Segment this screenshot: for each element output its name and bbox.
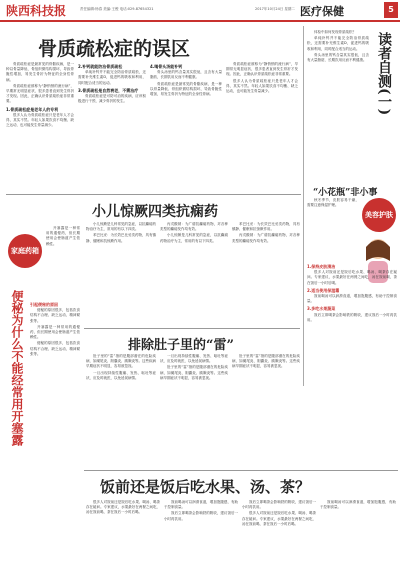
- article4-paragraph: 一旦出现持续性腹痛、发热、呕吐等症状，应及时就医，以免延误病情。: [160, 354, 228, 364]
- article3-col: [30, 300, 80, 580]
- article4-paragraph: 肚子里的“雷”指的是腹部潜在的危险疾病，如阑尾炎、胆囊炎、胰腺炎等。这些疾病早期症状不明显，容易被忽视。: [86, 354, 156, 369]
- issue-date: 2017年10月24日 星期二: [255, 7, 295, 11]
- newspaper-logo: 陕西科技报: [6, 4, 67, 18]
- skincare-paragraph: 饭前喝汤可以润滑食道，增加饱腹感，有助于控制食量。: [307, 294, 397, 304]
- article1-col4: [226, 62, 298, 190]
- article5-col4: [320, 500, 396, 582]
- article1-subhead: 2.补钙就能防治骨质疏松: [78, 64, 123, 69]
- article1-title: 骨质疏松症的误区: [38, 38, 191, 60]
- family-medicine-badge: 家庭药箱: [8, 234, 42, 268]
- article5-paragraph: 饭前喝汤可以润滑食道，增加饱腹感，有助于控制食量。: [320, 500, 396, 510]
- selftest-paragraph: 骨头汤里的钙含量其实很低，且含有大量脂肪，长期饮用反而不利健康。: [307, 52, 369, 63]
- article2-paragraph: 苯巴比妥：为长效巴比妥类药物，具有镇静、催眠和抗惊厥作用。: [232, 222, 300, 232]
- article5-col1: [86, 500, 160, 582]
- section-divider: [84, 328, 300, 329]
- article1-paragraph: 骨质疏松症是可防可治的疾病，应该积极进行干预，减少骨折的发生。: [78, 94, 146, 104]
- article2-col2: [160, 222, 228, 322]
- article5-paragraph: 饭后立即喝茶会影响铁的吸收，建议饭后一小时再饮用。: [242, 500, 316, 510]
- article5-paragraph: 很多人对饭前还是饭后吃水果、喝汤、喝茶存在疑问。专家建议，水果最好在两餐之间吃，汤在饭前喝，茶在饭后一小时后喝。: [242, 511, 316, 526]
- article1-subhead: 3.骨质疏松是自然衰老，不需治疗: [78, 87, 139, 93]
- article3-paragraph: 开塞露是一种常用的通便药，但长期使用会使肠道产生依赖性。: [30, 324, 80, 340]
- article2-side: [46, 226, 80, 296]
- article1-subhead: 4.喝骨头汤能补钙: [150, 64, 183, 69]
- skincare-bullet: 3.多吃水果蔬菜: [307, 306, 336, 312]
- article1-paragraph: 骨头汤里的钙含量其实很低，且含有大量脂肪，长期饮用反而不利健康。: [150, 70, 222, 80]
- section-divider: [6, 194, 301, 195]
- small-bottle-paragraph: 秋冬季节，皮肤容易干燥，需要注意保湿护理。: [307, 198, 359, 208]
- article1-col2: [78, 62, 146, 190]
- article4-col1: [86, 354, 156, 466]
- page-number: 5: [384, 2, 398, 18]
- article1-paragraph: 骨质疏松症被称为“静悄悄的流行病”，早期常无明显症状，很多患者直到发生骨折才发现。因此，正确认识骨质疏松症非常重要。: [6, 83, 74, 104]
- editor-meta: 责任编辑:杨春 美编:王俊 电话:029-87654321: [80, 7, 154, 11]
- small-bottle-title: “小花瓶”非小事: [313, 188, 378, 198]
- article1-subhead: 1.骨质疏松症是老年人的专利: [6, 106, 59, 112]
- article4-title: 排除肚子里的“雷”: [128, 338, 234, 353]
- article3-vertical-title: 便秘为什么不能经常用开塞露: [10, 290, 24, 446]
- article3-subhead: 引起便秘的原因: [30, 302, 58, 307]
- article1-paragraph: 骨质疏松症是最常见的骨骼疾病，是一种以骨量降低、骨组织微结构损坏，导致骨脆性增加，易发生骨折为特征的全身性骨病。: [150, 81, 222, 97]
- article1-paragraph: 单纯补钙并不能完全防治骨质疏松，还需要补充维生素D，促进钙的吸收和利用，同时配合适当的运动。: [78, 70, 146, 85]
- section-divider: [84, 470, 398, 471]
- article1-paragraph: 骨质疏松症被称为“静悄悄的流行病”，早期常无明显症状，很多患者直到发生骨折才发现。因此，正确认识骨质疏松症非常重要。: [226, 62, 298, 77]
- small-bottle-body: [307, 198, 359, 260]
- article4-paragraph: 一旦出现持续性腹痛、发热、呕吐等症状，应及时就医，以免延误病情。: [86, 370, 156, 380]
- skincare-paragraph: 饭后立即喝茶会影响铁的吸收，建议饭后一小时再饮用。: [307, 312, 397, 322]
- article1-col3: [150, 62, 222, 190]
- selftest-lead: 体检中如何发现骨质疏松？: [314, 30, 356, 34]
- page-header: [0, 0, 400, 22]
- article1-paragraph: 很多人认为骨质疏松症只是老年人才会得，其实不然。年轻人如果饮食不均衡、缺乏运动，也可能发生骨量减少。: [226, 78, 298, 94]
- article5-title: 饭前还是饭后吃水果、汤、茶？: [100, 478, 311, 496]
- section-title: 医疗保健: [300, 5, 344, 18]
- article1-paragraph: 很多人认为骨质疏松症只是老年人才会得，其实不然。年轻人如果饮食不均衡、缺乏运动，也可能发生骨量减少。: [6, 112, 74, 128]
- selftest-vertical-title: 读者自测(一): [376, 32, 392, 116]
- article2-col3: [232, 222, 300, 322]
- skincare-bullet: 2.适当使用保湿霜: [307, 287, 340, 293]
- selftest-paragraph: 单纯补钙并不能完全防治骨质疏松，还需要补充维生素D，促进钙的吸收和利用，同时配合适当的运动。: [307, 36, 369, 51]
- article2-side-paragraph: 开塞露是一种常用的通便药，但长期使用会使肠道产生依赖性。: [46, 226, 80, 246]
- column-divider: [303, 26, 304, 386]
- article4-paragraph: 肚子里的“雷”指的是腹部潜在的危险疾病，如阑尾炎、胆囊炎、胰腺炎等。这些疾病早期症状不明显，容易被忽视。: [160, 365, 228, 380]
- article5-paragraph: 饭后立即喝茶会影响铁的吸收，建议饭后一小时再饮用。: [164, 511, 238, 521]
- article2-paragraph: 苯巴比妥：为长效巴比妥类药物，具有镇静、催眠和抗惊厥作用。: [86, 233, 156, 243]
- article4-col2: [160, 354, 228, 466]
- article1-col1: [6, 62, 74, 190]
- article2-paragraph: 丙戊酸钠：为广谱抗癫痫药物，对各种类型的癫痫发作均有效。: [232, 233, 300, 243]
- article5-paragraph: 饭前喝汤可以润滑食道，增加饱腹感，有助于控制食量。: [164, 500, 238, 510]
- article5-col3: [242, 500, 316, 582]
- article2-col1: [86, 222, 156, 322]
- article5-col2: [164, 500, 238, 582]
- article4-paragraph: 肚子里的“雷”指的是腹部潜在的危险疾病，如阑尾炎、胆囊炎、胰腺炎等。这些疾病早期症状不明显，容易被忽视。: [232, 354, 300, 369]
- beauty-badge: 美容护肤: [362, 198, 396, 232]
- article3-paragraph: 便秘的原因很多，包括饮食结构不合理、缺乏运动、精神紧张等。: [30, 341, 80, 356]
- article2-paragraph: 小儿惊厥是儿科常见的急症，以抗癫痫药物治疗为主，常用的有以下四类。: [160, 233, 228, 243]
- skincare-bullet: 1.保持皮肤清洁: [307, 264, 336, 269]
- article5-paragraph: 很多人对饭前还是饭后吃水果、喝汤、喝茶存在疑问。专家建议，水果最好在两餐之间吃，汤在饭前喝，茶在饭后一小时后喝。: [86, 500, 160, 515]
- article1-paragraph: 骨质疏松症是最常见的骨骼疾病，是一种以骨量降低、骨组织微结构损坏，导致骨脆性增加，易发生骨折为特征的全身性骨病。: [6, 62, 74, 82]
- article2-paragraph: 丙戊酸钠：为广谱抗癫痫药物，对各种类型的癫痫发作均有效。: [160, 222, 228, 232]
- skincare-paragraph: 很多人对饭前还是饭后吃水果、喝汤、喝茶存在疑问。专家建议，水果最好在两餐之间吃，汤在饭前喝，茶在饭后一小时后喝。: [307, 270, 397, 285]
- article2-title: 小儿惊厥四类抗痫药: [92, 204, 218, 220]
- article3-paragraph: 便秘的原因很多，包括饮食结构不合理、缺乏运动、精神紧张等。: [30, 308, 80, 323]
- article2-paragraph: 小儿惊厥是儿科常见的急症，以抗癫痫药物治疗为主，常用的有以下四类。: [86, 222, 156, 232]
- skincare-body: [307, 262, 397, 384]
- article4-col3: [232, 354, 300, 466]
- selftest-body: [307, 30, 369, 160]
